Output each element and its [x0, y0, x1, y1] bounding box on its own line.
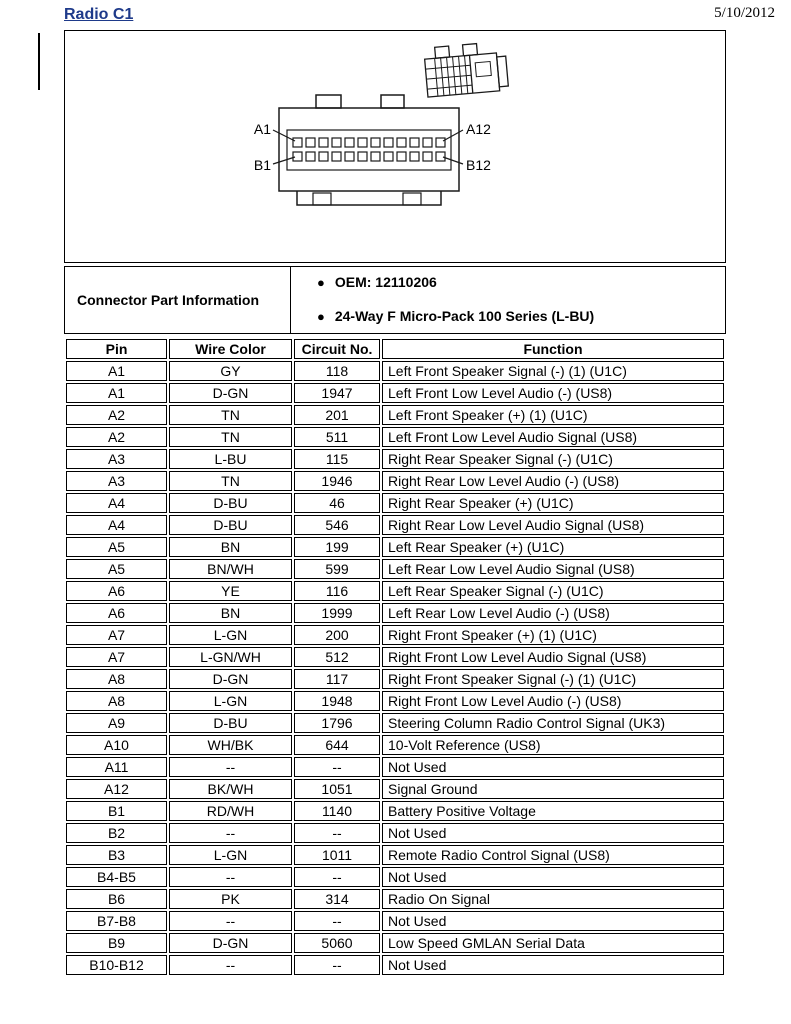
- circuit-no-cell: --: [294, 955, 380, 975]
- function-cell: Left Rear Speaker (+) (U1C): [382, 537, 724, 557]
- pin-cell: A9: [66, 713, 167, 733]
- part-info-bullet-series: [317, 308, 717, 324]
- circuit-no-cell: 5060: [294, 933, 380, 953]
- function-cell: Not Used: [382, 867, 724, 887]
- function-cell: Right Rear Low Level Audio Signal (US8): [382, 515, 724, 535]
- pin-cell: A5: [66, 559, 167, 579]
- wire-color-cell: D-BU: [169, 713, 292, 733]
- wire-color-cell: BN: [169, 603, 292, 623]
- wire-color-cell: L-GN: [169, 845, 292, 865]
- bullet-dot-icon: ●: [317, 308, 325, 324]
- pin-a12-label: A12: [466, 121, 491, 137]
- wire-color-cell: BN/WH: [169, 559, 292, 579]
- table-row: [66, 955, 724, 975]
- function-cell: Low Speed GMLAN Serial Data: [382, 933, 724, 953]
- table-row: [66, 405, 724, 425]
- table-row: [66, 911, 724, 931]
- table-row: [66, 823, 724, 843]
- wire-color-cell: TN: [169, 471, 292, 491]
- table-row: [66, 361, 724, 381]
- bullet-dot-icon: ●: [317, 274, 325, 290]
- circuit-no-cell: 512: [294, 647, 380, 667]
- table-row: [66, 603, 724, 623]
- wire-color-cell: RD/WH: [169, 801, 292, 821]
- pin-cell: A10: [66, 735, 167, 755]
- table-row: [66, 493, 724, 513]
- pin-cell: A8: [66, 669, 167, 689]
- table-row: [66, 559, 724, 579]
- pinout-table: [64, 337, 726, 977]
- function-cell: Not Used: [382, 955, 724, 975]
- connector-diagram-svg: [65, 31, 724, 262]
- pin-cell: B1: [66, 801, 167, 821]
- circuit-no-cell: 644: [294, 735, 380, 755]
- circuit-no-cell: 546: [294, 515, 380, 535]
- wire-color-cell: L-GN: [169, 625, 292, 645]
- connector-part-info-panel: [64, 266, 726, 334]
- pin-cell: A4: [66, 515, 167, 535]
- function-cell: 10-Volt Reference (US8): [382, 735, 724, 755]
- table-row: [66, 383, 724, 403]
- circuit-no-cell: 116: [294, 581, 380, 601]
- circuit-no-cell: 1948: [294, 691, 380, 711]
- wire-color-cell: WH/BK: [169, 735, 292, 755]
- pin-cell: A7: [66, 625, 167, 645]
- table-row: [66, 713, 724, 733]
- pin-cell: B3: [66, 845, 167, 865]
- pin-cell: A11: [66, 757, 167, 777]
- table-row: [66, 427, 724, 447]
- table-row: [66, 933, 724, 953]
- wire-color-cell: L-BU: [169, 449, 292, 469]
- wire-color-cell: --: [169, 867, 292, 887]
- circuit-no-cell: 1051: [294, 779, 380, 799]
- pin-cell: B2: [66, 823, 167, 843]
- pin-cell: A4: [66, 493, 167, 513]
- pin-cell: A3: [66, 449, 167, 469]
- pin-cell: A1: [66, 383, 167, 403]
- pin-b1-label: B1: [253, 157, 271, 173]
- table-row: [66, 867, 724, 887]
- circuit-no-cell: 1011: [294, 845, 380, 865]
- function-cell: Not Used: [382, 823, 724, 843]
- pin-cell: A7: [66, 647, 167, 667]
- circuit-no-cell: 117: [294, 669, 380, 689]
- wire-color-cell: D-BU: [169, 515, 292, 535]
- table-row: [66, 537, 724, 557]
- pin-cell: A6: [66, 581, 167, 601]
- function-cell: Right Rear Speaker (+) (U1C): [382, 493, 724, 513]
- wire-color-cell: TN: [169, 405, 292, 425]
- function-cell: Left Rear Low Level Audio Signal (US8): [382, 559, 724, 579]
- pin-cell: B10-B12: [66, 955, 167, 975]
- function-cell: Right Front Low Level Audio Signal (US8): [382, 647, 724, 667]
- pin-cell: B7-B8: [66, 911, 167, 931]
- wire-color-header: Wire Color: [169, 339, 292, 359]
- connector-pins: [293, 138, 445, 161]
- connector-diagram-panel: [64, 30, 726, 263]
- circuit-no-cell: 200: [294, 625, 380, 645]
- table-row: [66, 889, 724, 909]
- pin-cell: B9: [66, 933, 167, 953]
- circuit-no-cell: 1947: [294, 383, 380, 403]
- part-info-bullet-oem: [317, 274, 717, 290]
- circuit-no-header: Circuit No.: [294, 339, 380, 359]
- table-row: [66, 757, 724, 777]
- circuit-no-cell: 46: [294, 493, 380, 513]
- circuit-no-cell: --: [294, 823, 380, 843]
- circuit-no-cell: --: [294, 757, 380, 777]
- function-cell: Right Front Low Level Audio (-) (US8): [382, 691, 724, 711]
- connector-part-info-list: [291, 267, 725, 333]
- wire-color-cell: GY: [169, 361, 292, 381]
- pin-cell: B4-B5: [66, 867, 167, 887]
- pinout-table-body: [66, 361, 724, 975]
- function-cell: Left Rear Low Level Audio (-) (US8): [382, 603, 724, 623]
- function-cell: Left Front Low Level Audio (-) (US8): [382, 383, 724, 403]
- circuit-no-cell: 115: [294, 449, 380, 469]
- wire-color-cell: BK/WH: [169, 779, 292, 799]
- function-cell: Right Front Speaker Signal (-) (1) (U1C): [382, 669, 724, 689]
- part-info-oem-text: OEM: 12110206: [334, 274, 437, 290]
- pin-cell: A12: [66, 779, 167, 799]
- wire-color-cell: L-GN: [169, 691, 292, 711]
- table-row: [66, 691, 724, 711]
- pin-cell: A2: [66, 427, 167, 447]
- wire-color-cell: TN: [169, 427, 292, 447]
- wire-color-cell: D-GN: [169, 933, 292, 953]
- connector-front-view: [279, 95, 459, 205]
- pin-cell: A1: [66, 361, 167, 381]
- function-cell: Right Rear Low Level Audio (-) (US8): [382, 471, 724, 491]
- connector-3d-view: [424, 41, 509, 97]
- function-cell: Remote Radio Control Signal (US8): [382, 845, 724, 865]
- function-cell: Left Front Low Level Audio Signal (US8): [382, 427, 724, 447]
- table-row: [66, 471, 724, 491]
- circuit-no-cell: 201: [294, 405, 380, 425]
- wire-color-cell: D-GN: [169, 669, 292, 689]
- circuit-no-cell: --: [294, 911, 380, 931]
- table-row: [66, 779, 724, 799]
- circuit-no-cell: 1946: [294, 471, 380, 491]
- table-row: [66, 581, 724, 601]
- table-row: [66, 449, 724, 469]
- pin-cell: A2: [66, 405, 167, 425]
- pin-header: Pin: [66, 339, 167, 359]
- wire-color-cell: --: [169, 823, 292, 843]
- circuit-no-cell: 511: [294, 427, 380, 447]
- wire-color-cell: D-BU: [169, 493, 292, 513]
- pin-cell: A5: [66, 537, 167, 557]
- function-cell: Signal Ground: [382, 779, 724, 799]
- table-row: [66, 801, 724, 821]
- circuit-no-cell: 118: [294, 361, 380, 381]
- table-header-row: [66, 339, 724, 359]
- pin-cell: A6: [66, 603, 167, 623]
- function-cell: Not Used: [382, 911, 724, 931]
- part-info-series-text: 24-Way F Micro-Pack 100 Series (L-BU): [334, 308, 595, 324]
- function-cell: Left Rear Speaker Signal (-) (U1C): [382, 581, 724, 601]
- connector-part-info-label: Connector Part Information: [65, 267, 291, 333]
- page-date: 5/10/2012: [714, 5, 775, 21]
- table-row: [66, 647, 724, 667]
- page-title: Radio C1: [64, 6, 134, 23]
- function-cell: Right Rear Speaker Signal (-) (U1C): [382, 449, 724, 469]
- circuit-no-cell: 599: [294, 559, 380, 579]
- pin-cell: A3: [66, 471, 167, 491]
- circuit-no-cell: 1999: [294, 603, 380, 623]
- function-cell: Not Used: [382, 757, 724, 777]
- function-cell: Right Front Speaker (+) (1) (U1C): [382, 625, 724, 645]
- circuit-no-cell: --: [294, 867, 380, 887]
- function-cell: Left Front Speaker (+) (1) (U1C): [382, 405, 724, 425]
- table-row: [66, 735, 724, 755]
- pin-cell: A8: [66, 691, 167, 711]
- function-header: Function: [382, 339, 724, 359]
- wire-color-cell: --: [169, 757, 292, 777]
- circuit-no-cell: 1796: [294, 713, 380, 733]
- pin-b12-label: B12: [466, 157, 491, 173]
- table-row: [66, 669, 724, 689]
- circuit-no-cell: 199: [294, 537, 380, 557]
- page-edge-mark: [38, 33, 40, 90]
- wire-color-cell: YE: [169, 581, 292, 601]
- circuit-no-cell: 314: [294, 889, 380, 909]
- pin-cell: B6: [66, 889, 167, 909]
- table-row: [66, 515, 724, 535]
- pin-a1-label: A1: [253, 121, 271, 137]
- function-cell: Left Front Speaker Signal (-) (1) (U1C): [382, 361, 724, 381]
- wire-color-cell: PK: [169, 889, 292, 909]
- wire-color-cell: --: [169, 955, 292, 975]
- table-row: [66, 845, 724, 865]
- circuit-no-cell: 1140: [294, 801, 380, 821]
- wire-color-cell: L-GN/WH: [169, 647, 292, 667]
- table-row: [66, 625, 724, 645]
- wire-color-cell: --: [169, 911, 292, 931]
- function-cell: Steering Column Radio Control Signal (UK3): [382, 713, 724, 733]
- function-cell: Radio On Signal: [382, 889, 724, 909]
- wire-color-cell: D-GN: [169, 383, 292, 403]
- wire-color-cell: BN: [169, 537, 292, 557]
- function-cell: Battery Positive Voltage: [382, 801, 724, 821]
